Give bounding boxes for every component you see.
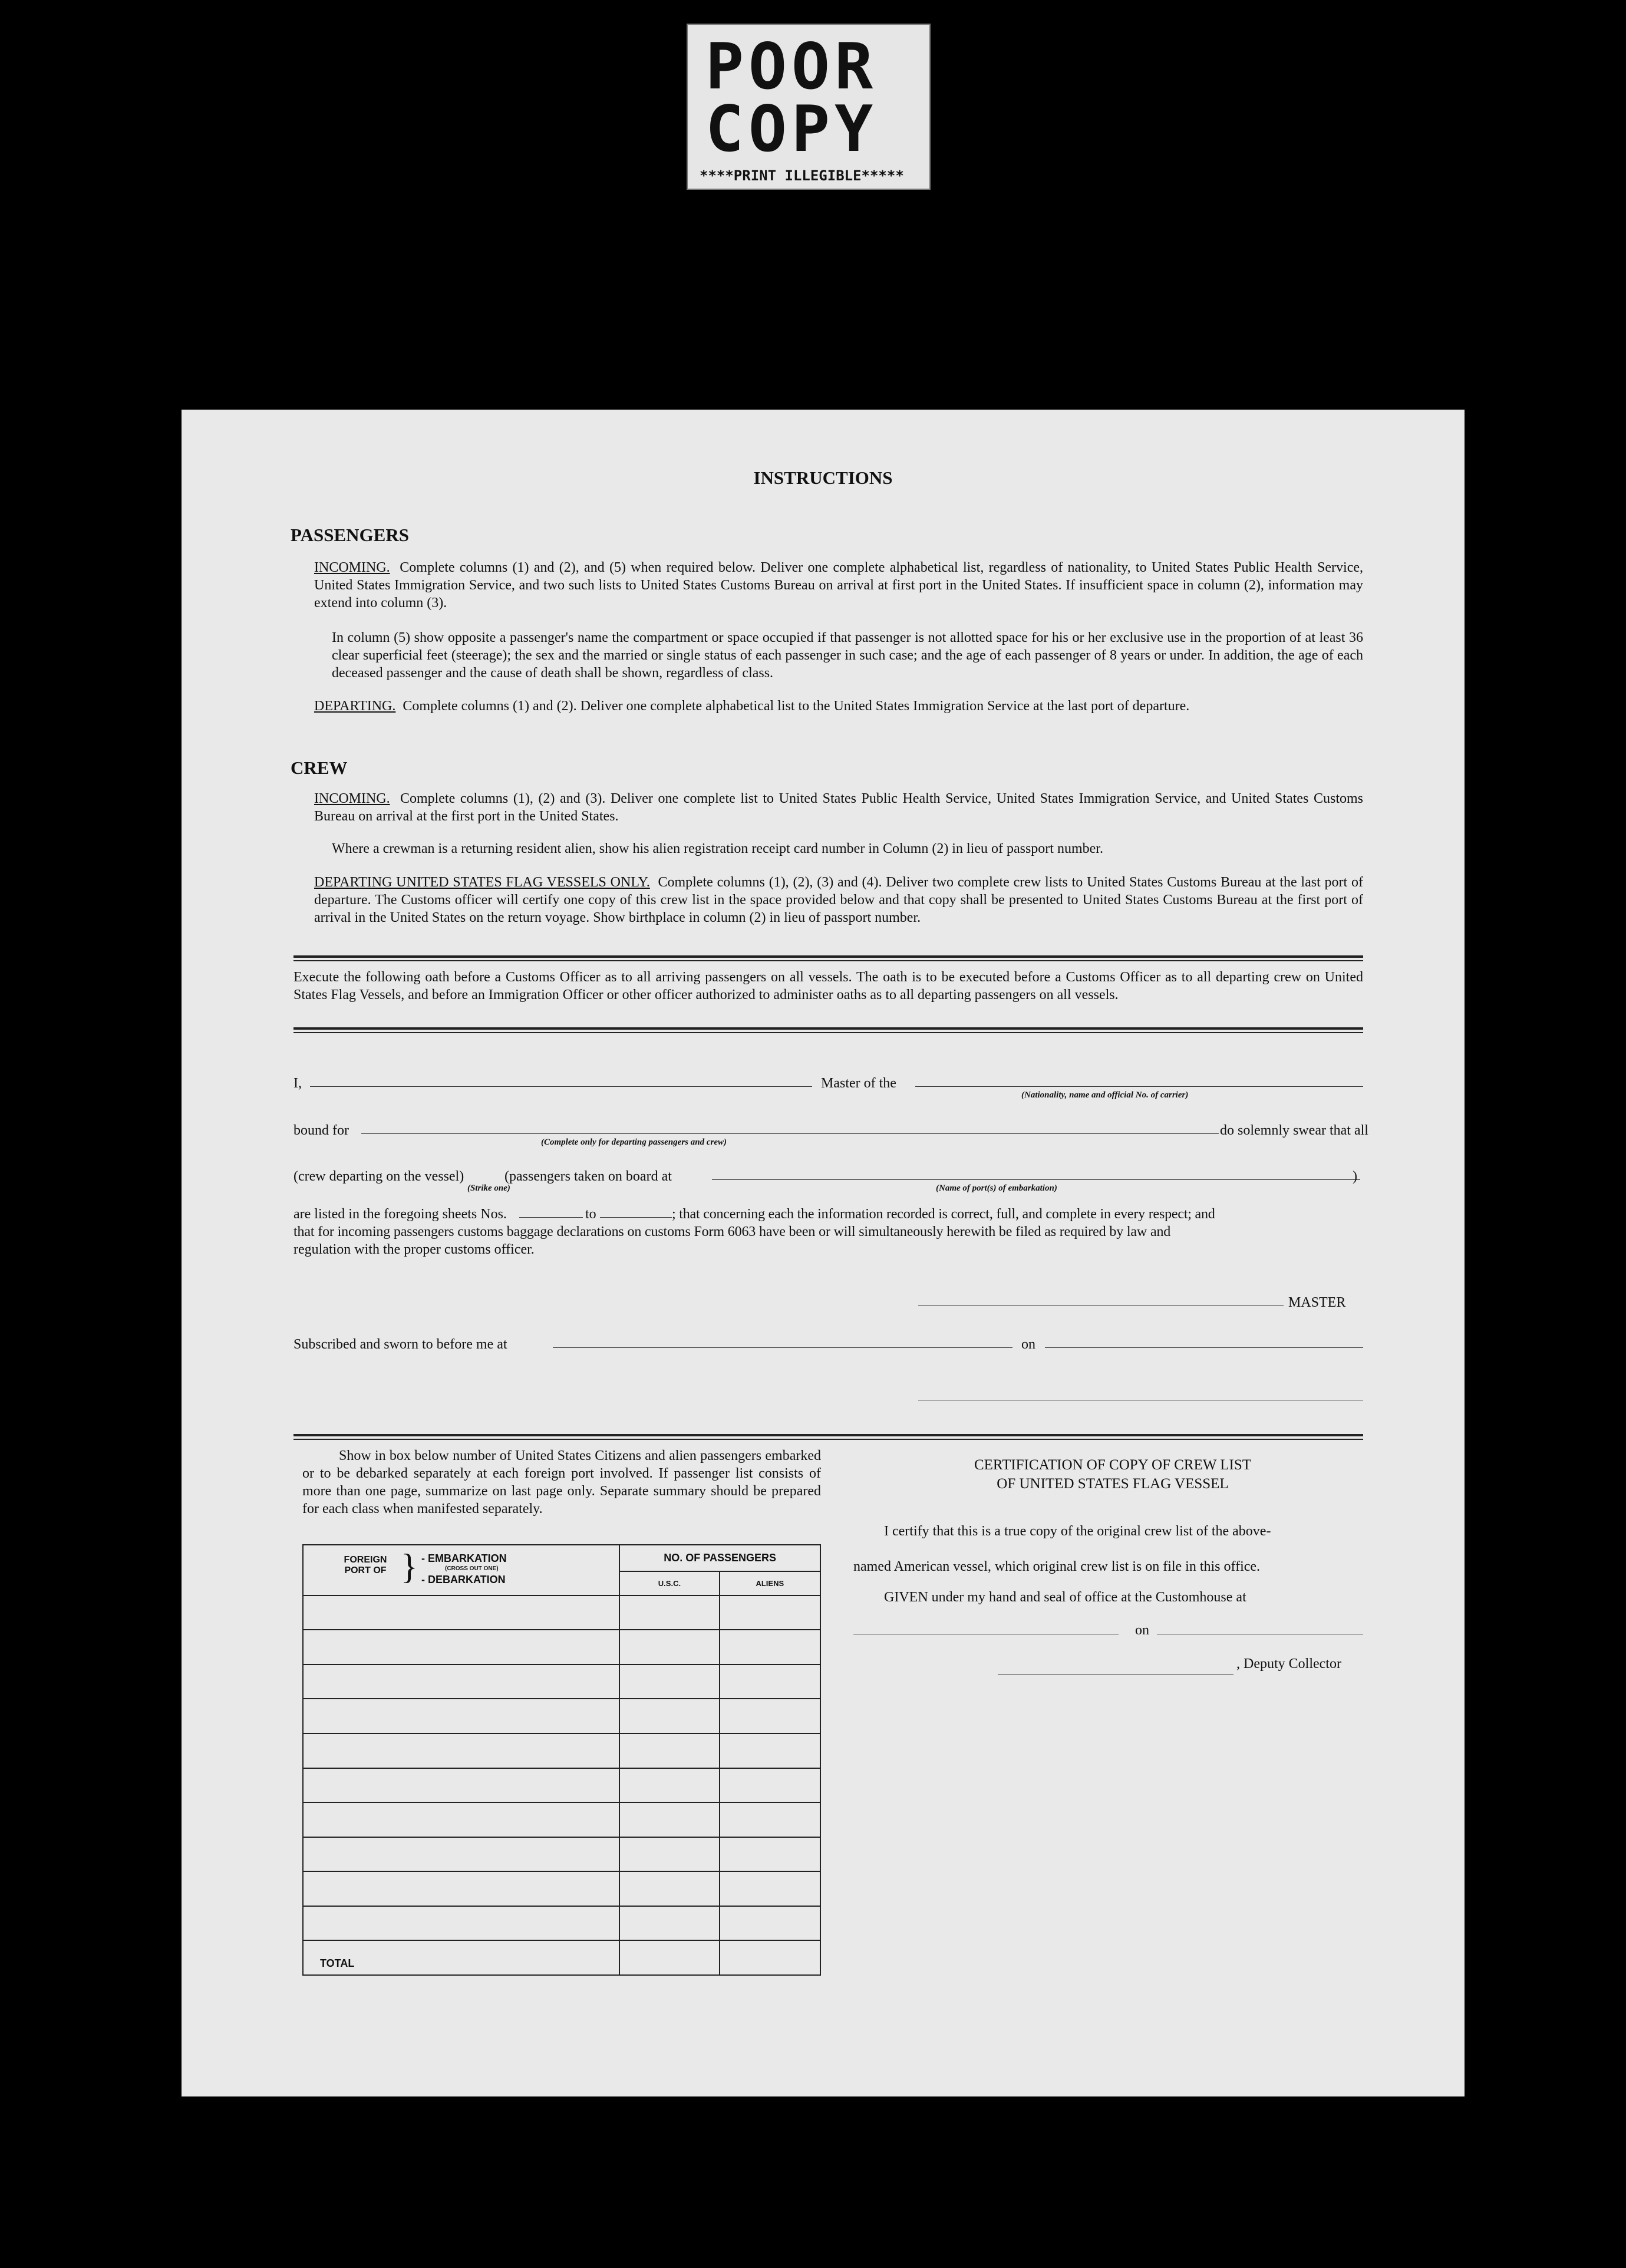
divider-bottom-1: [293, 1434, 1363, 1436]
aliens-cell[interactable]: [720, 1906, 820, 1941]
aliens-cell[interactable]: [720, 1871, 820, 1906]
master-label: MASTER: [1288, 1295, 1346, 1310]
passengers-departing-label: DEPARTING.: [314, 698, 396, 714]
passenger-summary-table: [302, 1544, 821, 1976]
certification-title-line-2: OF UNITED STATES FLAG VESSEL: [997, 1476, 1229, 1492]
subscribed-place-field[interactable]: [553, 1347, 1012, 1348]
aliens-cell[interactable]: [720, 1768, 820, 1803]
subscribed-date-field[interactable]: [1045, 1347, 1363, 1348]
embarkation-port-field[interactable]: [712, 1179, 1360, 1180]
statement-line-3: regulation with the proper customs officer.: [293, 1242, 535, 1257]
cross-out-note: (CROSS OUT ONE): [445, 1565, 499, 1572]
certification-on-label: on: [1135, 1623, 1149, 1638]
page-title: INSTRUCTIONS: [753, 467, 893, 488]
usc-cell[interactable]: [619, 1802, 719, 1837]
usc-cell[interactable]: [619, 1733, 719, 1768]
aliens-cell[interactable]: [720, 1630, 820, 1664]
summary-instruction: Show in box below number of United States Citizens and alien passengers embarked or to be debarked separately at each foreign port involved. If passenger list consists of more than one page, summarize on last page only. Separate summary should be prepared for each class when manifested separately.: [302, 1448, 821, 1517]
certification-text-line-2: named American vessel, which original crew list is on file in this office.: [853, 1559, 1261, 1574]
divider-bottom-2: [293, 1439, 1363, 1440]
port-cell[interactable]: [303, 1837, 619, 1872]
divider-top-2: [293, 960, 1363, 961]
port-cell[interactable]: [303, 1906, 619, 1941]
crew-incoming-paragraph: [314, 790, 1363, 825]
brace-glyph: }: [401, 1547, 418, 1586]
form-page: [182, 410, 1465, 2096]
usc-cell[interactable]: [619, 1699, 719, 1733]
swear-label: do solemnly swear that all: [1220, 1123, 1368, 1138]
sheet-to-field[interactable]: [600, 1217, 672, 1218]
usc-header: U.S.C.: [619, 1571, 719, 1595]
oath-instruction-paragraph: Execute the following oath before a Customs Officer as to all arriving passengers on all vessels. The oath is to be executed before a Customs Officer as to all departing crew on United States Flag Vessels, and before an Immigration Officer or other officer authorized to administer oaths as to all departing passengers on all vessels.: [293, 970, 1363, 1003]
crew-resident-paragraph: Where a crewman is a returning resident alien, show his alien registration receipt card number in Column (2) in lieu of passport number.: [332, 841, 1103, 856]
divider-top-1: [293, 955, 1363, 958]
aliens-cell[interactable]: [720, 1699, 820, 1733]
passengers-taken-option: (passengers taken on board at: [504, 1169, 672, 1184]
debarkation-label: - DEBARKATION: [421, 1574, 506, 1585]
crew-incoming-label: INCOMING.: [314, 791, 390, 806]
master-name-field[interactable]: [310, 1086, 812, 1087]
certification-title: [906, 1456, 1319, 1494]
usc-cell[interactable]: [619, 1664, 719, 1699]
poor-copy-stamp: [687, 24, 931, 190]
port-note: (Name of port(s) of embarkation): [936, 1184, 1057, 1193]
master-of-label: Master of the: [821, 1076, 896, 1091]
port-cell[interactable]: [303, 1699, 619, 1733]
usc-cell[interactable]: [619, 1837, 719, 1872]
embarkation-label: - EMBARKATION: [421, 1552, 507, 1564]
foreign-port-label: FOREIGN PORT OF: [344, 1555, 387, 1575]
passengers-incoming-text: Complete columns (1) and (2), and (5) when required below. Deliver one complete alphabetical list, regardless of nationality, to United States Public Health Service, United States Immigration Service, and two such lists to United States Customs Bureau on arrival at first port in the United States. If insufficient space in column (2), information may extend into column (3).: [314, 560, 1364, 611]
stamp-caption: ****PRINT ILLEGIBLE*****: [700, 167, 904, 184]
usc-total-cell[interactable]: [619, 1940, 719, 1975]
sheet-from-field[interactable]: [519, 1217, 583, 1218]
port-header-cell: [303, 1545, 619, 1595]
strike-note: (Strike one): [467, 1184, 510, 1193]
passengers-departing-paragraph: [314, 697, 1363, 715]
usc-cell[interactable]: [619, 1630, 719, 1664]
divider-mid-1: [293, 1027, 1363, 1030]
bound-for-field[interactable]: [361, 1133, 1219, 1134]
passengers-incoming-label: INCOMING.: [314, 560, 390, 575]
stamp-line-1: POOR: [705, 30, 878, 104]
passengers-heading: PASSENGERS: [291, 525, 409, 545]
listed-in-label: are listed in the foregoing sheets Nos.: [293, 1206, 507, 1222]
port-cell[interactable]: [303, 1664, 619, 1699]
crew-departing-label: DEPARTING UNITED STATES FLAG VESSELS ONLY.: [314, 875, 650, 890]
crew-heading: CREW: [291, 757, 348, 778]
port-cell[interactable]: [303, 1871, 619, 1906]
port-cell[interactable]: [303, 1802, 619, 1837]
passengers-departing-text: Complete columns (1) and (2). Deliver one complete alphabetical list to the United States Immigration Service at the last port of departure.: [403, 698, 1190, 714]
carrier-field[interactable]: [915, 1086, 1363, 1087]
close-paren: ): [1353, 1169, 1357, 1184]
usc-cell[interactable]: [619, 1768, 719, 1803]
aliens-total-cell[interactable]: [720, 1940, 820, 1975]
passengers-incoming-paragraph: [314, 559, 1363, 612]
port-cell[interactable]: [303, 1630, 619, 1664]
certification-title-line-1: CERTIFICATION OF COPY OF CREW LIST: [974, 1457, 1252, 1473]
aliens-cell[interactable]: [720, 1837, 820, 1872]
subscribed-label: Subscribed and sworn to before me at: [293, 1337, 507, 1352]
aliens-cell[interactable]: [720, 1595, 820, 1630]
bound-for-label: bound for: [293, 1123, 349, 1138]
statement-line-2: that for incoming passengers customs baggage declarations on customs Form 6063 have been or will simultaneously herewith be filed as required by law and: [293, 1224, 1171, 1240]
divider-mid-2: [293, 1032, 1363, 1033]
crew-incoming-text: Complete columns (1), (2) and (3). Deliver one complete list to United States Public Health Service, United States Immigration Service, and United States Customs Bureau on arrival at the first port in the United States.: [314, 791, 1364, 824]
crew-departing-text: Complete columns (1), (2), (3) and (4). Deliver two complete crew lists to United States Customs Bureau at the last port of departure. The Customs officer will certify one copy of this crew list in the space provided below and that copy shall be presented to United States Customs Bureau at the first port of arrival in the United States on the return voyage. Show birthplace in column (2) in lieu of passport number.: [314, 875, 1363, 925]
aliens-cell[interactable]: [720, 1802, 820, 1837]
oath-i-label: I,: [293, 1076, 302, 1091]
subscribed-on-label: on: [1021, 1337, 1035, 1352]
complete-note: (Complete only for departing passengers and crew): [541, 1138, 727, 1147]
to-label: to: [585, 1206, 596, 1222]
crew-departing-paragraph: [314, 873, 1363, 927]
carrier-note: (Nationality, name and official No. of carrier): [1021, 1090, 1189, 1100]
port-cell[interactable]: [303, 1595, 619, 1630]
usc-cell[interactable]: [619, 1906, 719, 1941]
no-of-passengers-header: NO. OF PASSENGERS: [619, 1545, 820, 1571]
statement-line-1: ; that concerning each the information recorded is correct, full, and complete in every respect; and: [672, 1206, 1215, 1222]
certification-given: GIVEN under my hand and seal of office at the Customhouse at: [884, 1590, 1246, 1605]
usc-cell[interactable]: [619, 1595, 719, 1630]
certification-text-line-1: I certify that this is a true copy of the original crew list of the above-: [884, 1524, 1271, 1539]
usc-cell[interactable]: [619, 1871, 719, 1906]
total-label: TOTAL: [303, 1940, 619, 1975]
crew-departing-option: (crew departing on the vessel): [293, 1169, 464, 1184]
aliens-cell[interactable]: [720, 1733, 820, 1768]
port-cell[interactable]: [303, 1768, 619, 1803]
port-cell[interactable]: [303, 1733, 619, 1768]
deputy-collector-label: , Deputy Collector: [1236, 1656, 1341, 1672]
aliens-cell[interactable]: [720, 1664, 820, 1699]
stamp-line-2: COPY: [705, 93, 878, 166]
passengers-column5-paragraph: In column (5) show opposite a passenger's name the compartment or space occupied if that passenger is not allotted space for his or her exclusive use in the proportion of at least 36 clear superficial feet (steerage); the sex and the married or single status of each passenger in such case; and the age of each passenger of 8 years or under. In addition, the age of each deceased passenger and the cause of death shall be shown, regardless of class.: [332, 630, 1363, 681]
aliens-header: ALIENS: [720, 1571, 820, 1595]
